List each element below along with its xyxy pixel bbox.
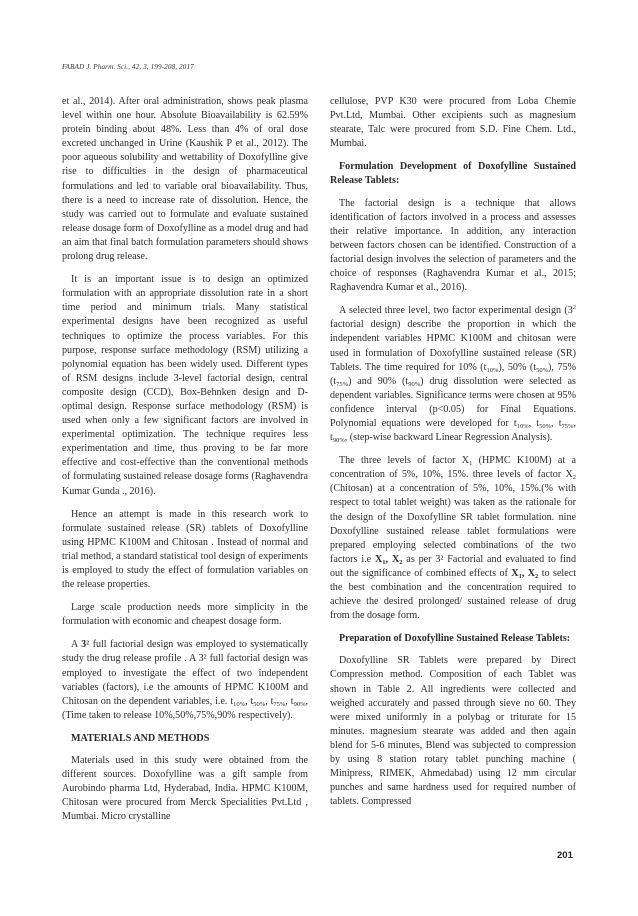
left-paragraph-5: A 3² full factorial design was employed to systematically study the drug release profile . A 3² full factorial design was employed to investigate the effect of two independent variables (factors), i.e the amounts of HPMC K100M and Chitosan on the dependent variables, i.e. $t_{10\%}$, $t_{50\%}$, $t_{75\%}$, $t_{90\%}$, (Time taken to release 10%,50%,75%,90% respectively). xyxy=(62,639,309,721)
journal-header: FABAD J. Pharm. Sci., 42, 3, 199-208, 2017 xyxy=(62,63,194,71)
left-paragraph-2: It is an important issue is to design an optimized formulation with an appropriate dissolution rate in a short time period and minimum trials. Many statistical experimental designs have been recognized as useful techniques to optimize the process variables. For this purpose, response surface methodology (RSM) utilizing a polynomial equation has been widely used. Different types of RSM designs include 3-level factorial design, central composite design (CCD), Box-Behnken design and D-optimal design. Response surface methodology (RSM) is used when only a few significant factors are involved in experimental optimization. The technique requires less experimentation and time, thus proving to be far more effective and cost-effective than the conventional methods of formulating sustained release dosage forms (Raghavendra Kumar Gunda ., 2016). xyxy=(62,274,308,497)
right-paragraph-5: Doxofylline SR Tablets were prepared by Direct Compression method. Composition of each Tablet was shown in Table 2. All ingredients were collected and weighed accurately and passed through sieve no 60. They were mixed uniformly in a polybag or triturate for 15 minutes. magnesium stearate was added and then again blend for 5-6 minutes, Blend was subjected to compression by using 8 station rotary tablet punching machine ( Minipress, RIMEK, Ahmedabad) using 12 mm circular punches and same hardness used for required number of tablets. Compressed xyxy=(330,655,576,808)
right-paragraph-4: The three levels of factor $X_1$ (HPMC K100M) at a concentration of 5%, 10%, 15%. three levels of factor $X_2$ (Chitosan) at a concentration of 5%, 10%, 15%.(% with respect to total tablet weight) was taken as the rationale for the design of the Doxofylline SR tablet formulation. nine Doxofylline sustained release tablet formulations were prepared employing selected combinations of the two factors i.e $X_1$, $X_2$ as per 3² Factorial and evaluated to find out the significance of combined effects of $X_1$, $X_2$ to select the best combination and the concentration required to achieve the desired prolonged/ sustained release of drug from the dosage form. xyxy=(330,455,576,622)
left-paragraph-1: et al., 2014). After oral administration, shows peak plasma level within one hour. Absolute Bioavailability is 62.59% protein binding about 48%. Less than 4% of oral dose excreted unchanged in Urine (Kaushik P et al., 2012). The poor aqueous solubility and wettability of Doxofylline give rise to difficulties in the design of pharmaceutical formulations and led to variable oral bioavailability. Thus, there is a need to increase rate of dissolution. Hence, the study was carried out to formulate and evaluate sustained release dosage form of Doxofylline as a model drug and had an aim that final batch formulation parameters should shows prolong drug release. xyxy=(62,96,308,263)
right-paragraph-3: A selected three level, two factor experimental design ($3^2$ factorial design) describe the proportion in which the independent variables HPMC K100M and chitosan were used in formulation of Doxofylline sustained release (SR) Tablets. The time required for 10% $(t_{10\%})$, 50% $(t_{50\%})$, 75% $(t_{75\%})$ and 90% $(t_{90\%})$ drug dissolution were selected as dependent variables. Significance terms were chosen at 95% confidence interval (p<0.05) for Final Equations. Polynomial equations were developed for $t_{10\%}$, $t_{50\%}$, $t_{75\%}$, $t_{90\%}$, (step-wise backward Linear Regression Analysis). xyxy=(330,304,576,445)
left-paragraph-4: Large scale production needs more simplicity in the formulation with economic and cheapest dosage form. xyxy=(62,602,308,628)
left-paragraph-6: Materials used in this study were obtained from the different sources. Doxofylline was a gift sample from Aurobindo pharma Ltd, Hyderabad, India. HPMC K100M, Chitosan were procured from Merck Specialities Pvt.Ltd , Mumbai. Micro crystalline xyxy=(62,755,308,823)
preparation-heading: Preparation of Doxofylline Sustained Release Tablets: xyxy=(339,633,571,645)
materials-methods-heading: MATERIALS AND METHODS xyxy=(71,732,210,744)
right-column xyxy=(330,95,576,818)
right-paragraph-1: cellulose, PVP K30 were procured from Loba Chemie Pvt.Ltd, Mumbai. Other excipients such as magnesium stearate, Talc were procured from S.D. Fine Chem. Ltd., Mumbai. xyxy=(330,96,576,150)
right-paragraph-2: The factorial design is a technique that allows identification of factors involved in a process and assesses their relative importance. In addition, any interaction between factors chosen can be identified. Construction of a factorial design involves the selection of parameters and the choice of responses (Raghavendra Kumar et al., 2015; Raghavendra Kumar et al., 2016). xyxy=(330,197,576,294)
formulation-development-heading: Formulation Development of Doxofylline Sustained Release Tablets: xyxy=(330,161,576,187)
left-paragraph-3: Hence an attempt is made in this research work to formulate sustained release (SR) tablets of Doxofylline using HPMC K100M and Chitosan . Instead of normal and trial method, a standard statistical tool design of experiments is employed to study the effect of formulation variables on the release properties. xyxy=(62,508,308,591)
page-number: 201 xyxy=(557,850,573,861)
left-column xyxy=(62,95,308,834)
